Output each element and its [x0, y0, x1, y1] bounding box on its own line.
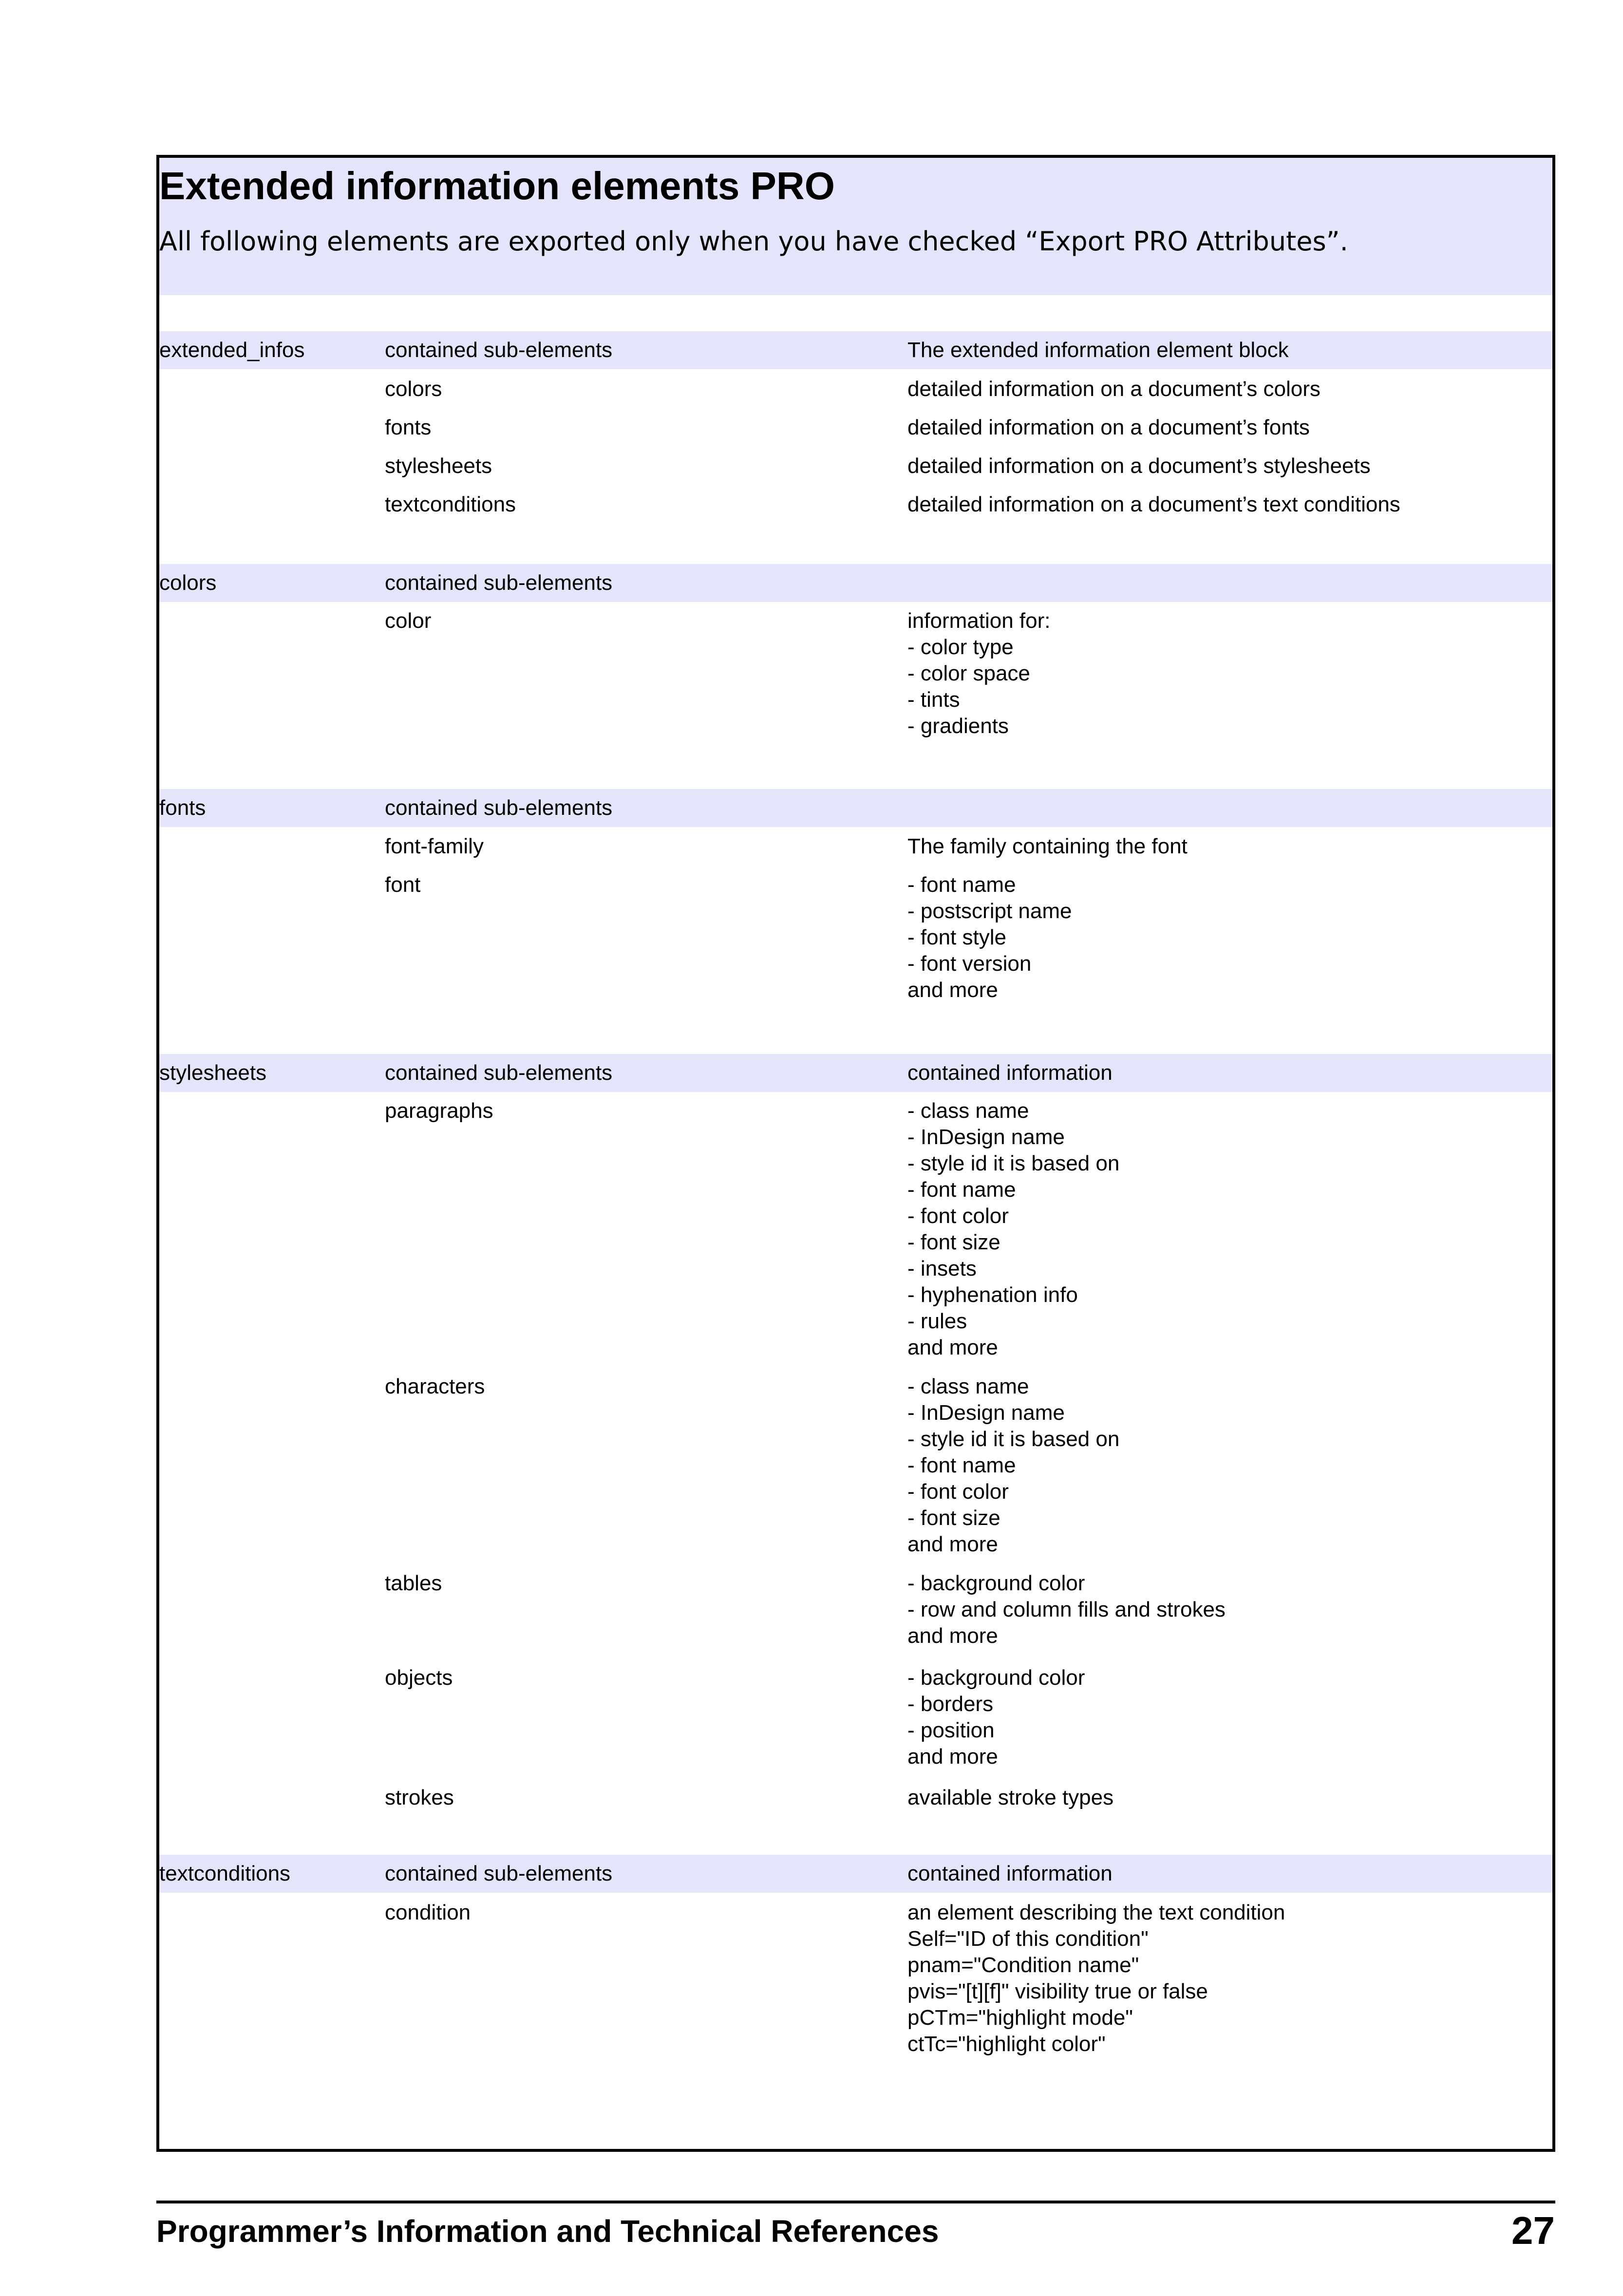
- sub-element-info: available stroke types: [907, 1786, 1114, 1809]
- sub-element-info: detailed information on a document’s colors: [907, 377, 1321, 401]
- element-name: extended_infos: [159, 338, 305, 362]
- sub-element-info: information for: - color type - color space - tints - gradients: [907, 609, 1051, 738]
- sub-element: condition: [385, 1901, 471, 1924]
- sub-element-info: detailed information on a document’s fonts: [907, 415, 1310, 439]
- header-banner: [159, 158, 1552, 295]
- sub-element: objects: [385, 1666, 453, 1690]
- sub-element: fonts: [385, 415, 432, 439]
- section-header-stylesheets: [159, 1054, 1552, 1092]
- sub-element-info: - background color - row and column fills and strokes and more: [907, 1571, 1226, 1648]
- column-label-sub-elements: contained sub-elements: [385, 1862, 613, 1885]
- element-name: colors: [159, 571, 217, 595]
- sub-element: colors: [385, 377, 442, 401]
- sub-element-info: - background color - borders - position and more: [907, 1666, 1085, 1769]
- sub-element-info: The family containing the font: [907, 834, 1188, 858]
- section-header-textconditions: [159, 1855, 1552, 1893]
- section-header-fonts: [159, 789, 1552, 827]
- sub-element-info: - class name - InDesign name - style id it is based on - font name - font color - font size and more: [907, 1374, 1120, 1556]
- sub-element: paragraphs: [385, 1099, 493, 1123]
- column-label-sub-elements: contained sub-elements: [385, 338, 613, 362]
- sub-element-info: detailed information on a document’s text conditions: [907, 492, 1400, 516]
- column-label-info: contained information: [907, 1061, 1113, 1085]
- column-label-sub-elements: contained sub-elements: [385, 1061, 613, 1085]
- sub-element: font: [385, 873, 421, 897]
- sub-element-info: - font name - postscript name - font style - font version and more: [907, 873, 1072, 1002]
- column-label-info: The extended information element block: [907, 338, 1289, 362]
- sub-element: characters: [385, 1374, 485, 1398]
- sub-element: tables: [385, 1571, 442, 1595]
- sub-element-info: - class name - InDesign name - style id it is based on - font name - font color - font size - insets - hyphenation info - rules and more: [907, 1099, 1120, 1359]
- sub-element: color: [385, 609, 432, 633]
- page-subtitle: All following elements are exported only when you have checked “Export PRO Attributes”.: [159, 226, 1348, 257]
- content-frame: [156, 155, 1555, 2152]
- section-header-colors: [159, 564, 1552, 602]
- element-name: textconditions: [159, 1862, 291, 1885]
- element-name: fonts: [159, 796, 206, 820]
- footer-divider: [156, 2201, 1555, 2203]
- column-label-sub-elements: contained sub-elements: [385, 796, 613, 820]
- column-label-info: contained information: [907, 1862, 1113, 1885]
- sub-element: stylesheets: [385, 454, 492, 478]
- page-title: Extended information elements PRO: [159, 164, 835, 207]
- column-label-sub-elements: contained sub-elements: [385, 571, 613, 595]
- sub-element: textconditions: [385, 492, 516, 516]
- footer-title: Programmer’s Information and Technical References: [156, 2214, 939, 2249]
- sub-element: font-family: [385, 834, 484, 858]
- element-name: stylesheets: [159, 1061, 267, 1085]
- sub-element-info: detailed information on a document’s stylesheets: [907, 454, 1371, 478]
- sub-element: strokes: [385, 1786, 454, 1809]
- sub-element-info: an element describing the text condition Self="ID of this condition" pnam="Condition name" pvis="[t][f]" visibility true or false pCTm="highlight mode" ctTc="highlight color": [907, 1901, 1285, 2056]
- page-number: 27: [1511, 2209, 1555, 2252]
- section-header-extended-infos: [159, 331, 1552, 369]
